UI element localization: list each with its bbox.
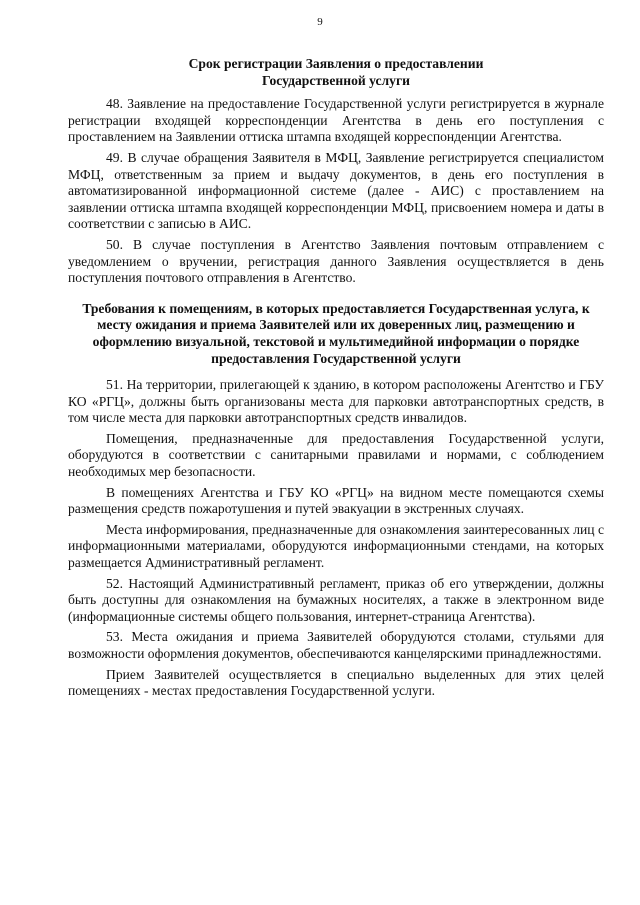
section-title-line: Государственной услуги (262, 72, 410, 88)
section-title-line: Срок регистрации Заявления о предоставлении (188, 56, 484, 71)
paragraph-evacuation: В помещениях Агентства и ГБУ КО «РГЦ» на видном месте помещаются схемы размещения средств пожаротушения и путей эвакуации в экстренных случаях. (68, 484, 604, 517)
page-number: 9 (317, 16, 323, 28)
paragraph-50: 50. В случае поступления в Агентство Заявления почтовым отправлением с уведомлением о вручении, регистрация данного Заявления осуществляется в день поступления почтового отправления в Агентство. (68, 236, 604, 286)
paragraph-reception: Прием Заявителей осуществляется в специально выделенных для этих целей помещениях - местах предоставления Государственной услуги. (68, 666, 604, 699)
document-body (68, 56, 604, 704)
paragraph-49: 49. В случае обращения Заявителя в МФЦ, Заявление регистрируется специалистом МФЦ, ответственным за прием и выдачу документов, в день его поступления в автоматизированной информационной системе (далее - АИС) с проставлением на заявлении оттиска штампа входящей корреспонденции МФЦ, присвоением номера и даты в соответствии с записью в АИС. (68, 149, 604, 232)
paragraph-51: 51. На территории, прилегающей к зданию, в котором расположены Агентство и ГБУ КО «РГЦ», должны быть организованы места для парковки автотранспортных средств, в том числе места для парковки автотранспортных средств инвалидов. (68, 377, 604, 426)
paragraph-info-places: Места информирования, предназначенные для ознакомления заинтересованных лиц с информационными материалами, оборудуются информационными стендами, на которых размещается Административный регламент. (68, 521, 604, 571)
section-title-registration (68, 56, 604, 89)
section-title-premises: Требования к помещениям, в которых предоставляется Государственная услуга, к месту ожидания и приема Заявителей или их доверенных лиц, размещению и оформлению визуальной, текстовой и мультимедийной информации о порядке предоставления Государственной услуги (82, 300, 590, 366)
paragraph-53: 53. Места ожидания и приема Заявителей оборудуются столами, стульями для возможности оформления документов, обеспечиваются канцелярскими принадлежностями. (68, 629, 604, 661)
paragraph-52: 52. Настоящий Административный регламент, приказ об его утверждении, должны быть доступны для ознакомления на бумажных носителях, а также в электронном виде (информационные системы общего пользования, интернет-страница Агентства). (68, 575, 604, 624)
paragraph-premises: Помещения, предназначенные для предоставления Государственной услуги, оборудуются в соответствии с санитарными правилами и нормами, с соблюдением необходимых мер безопасности. (68, 430, 604, 480)
paragraph-48: 48. Заявление на предоставление Государственной услуги регистрируется в журнале регистрации входящей корреспонденции Агентства в день его поступления с проставлением на Заявлении оттиска штампа входящей корреспонденции Агентства. (68, 96, 604, 145)
